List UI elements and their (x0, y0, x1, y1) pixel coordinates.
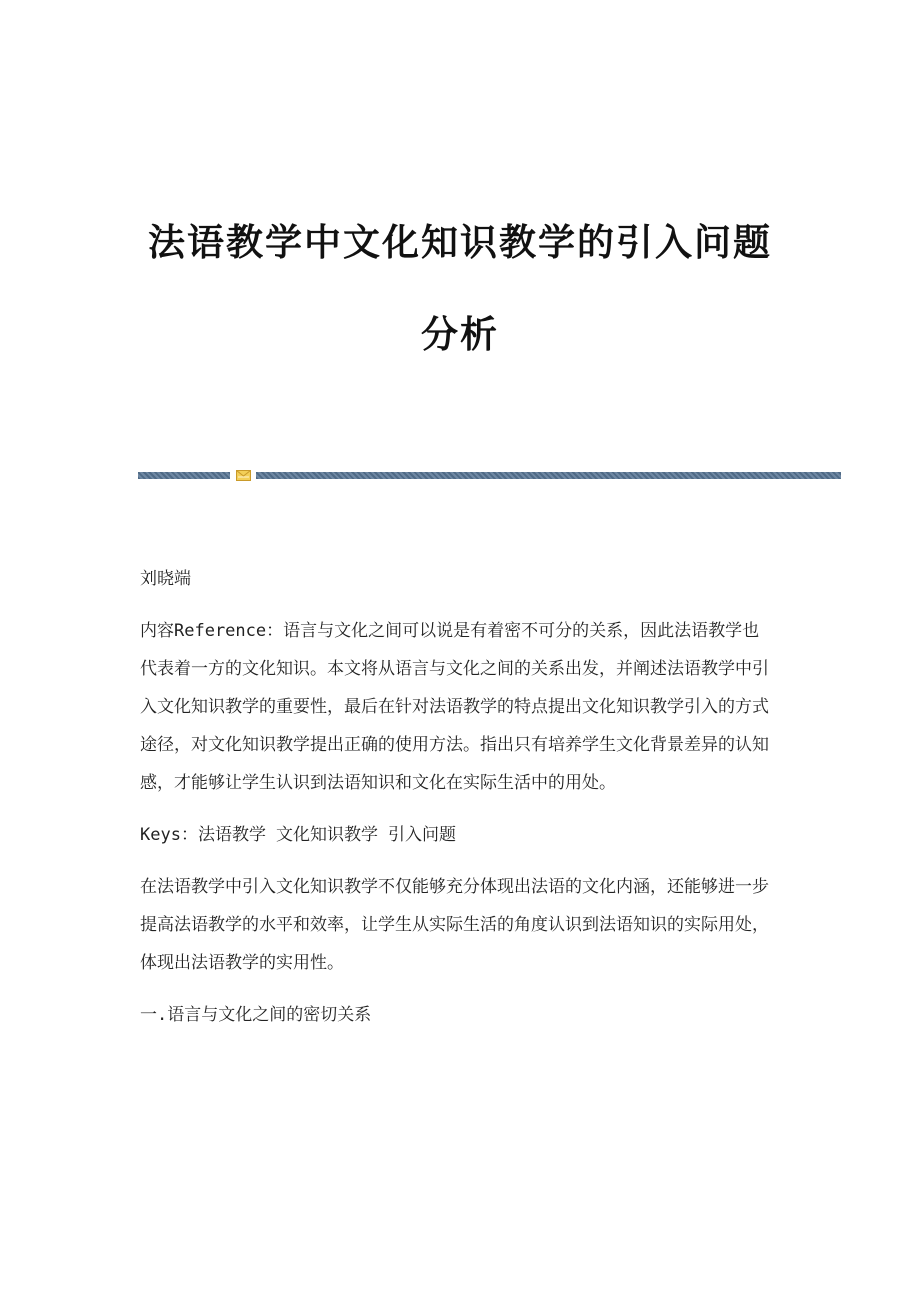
document-body (140, 560, 772, 1034)
keywords-line (140, 816, 772, 854)
keyword-item: 引入问题 (387, 825, 456, 845)
section-heading: 一.语言与文化之间的密切关系 (140, 1005, 372, 1025)
divider-bar-right (256, 472, 841, 479)
keywords-label: Keys： (140, 825, 198, 845)
divider-bar-left (138, 472, 230, 479)
abstract-paragraph: 内容Reference：语言与文化之间可以说是有着密不可分的关系，因此法语教学也代表着一方的文化知识。本文将从语言与文化之间的关系出发，并阐述法语教学中引入文化知识教学的重要性，最后在针对法语教学的特点提出文化知识教学引入的方式途径，对文化知识教学提出正确的使用方法。指出只有培养学生文化背景差异的认知感，才能够让学生认识到法语知识和文化在实际生活中的用处。 (140, 621, 769, 793)
intro-paragraph: 在法语教学中引入文化知识教学不仅能够充分体现出法语的文化内涵，还能够进一步提高法语教学的水平和效率，让学生从实际生活的角度认识到法语知识的实际用处，体现出法语教学的实用性。 (140, 877, 769, 973)
title-divider (138, 470, 841, 482)
document-title: 法语教学中文化知识教学的引入问题分析 (148, 220, 772, 356)
author-name: 刘晓端 (140, 569, 191, 589)
envelope-icon (236, 470, 251, 481)
keyword-item: 法语教学 (197, 825, 266, 845)
keyword-item: 文化知识教学 (275, 825, 378, 845)
